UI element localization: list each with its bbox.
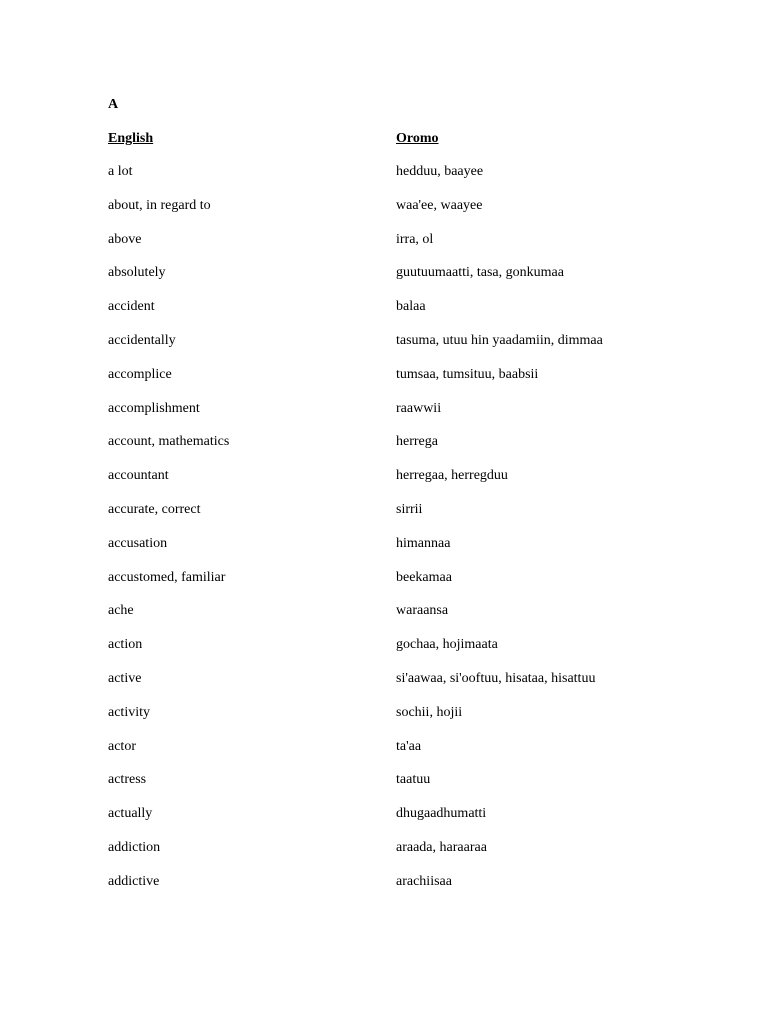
dictionary-entry [108, 704, 708, 738]
oromo-translation: araada, haraaraa [396, 839, 487, 855]
dictionary-entry [108, 636, 708, 670]
column-headers [108, 130, 708, 148]
english-term: ache [108, 603, 134, 619]
dictionary-entry [108, 670, 708, 704]
oromo-translation: waraansa [396, 603, 449, 619]
oromo-translation: si'aawaa, si'ooftuu, hisataa, hisattuu [396, 670, 596, 686]
oromo-translation: beekamaa [396, 569, 452, 585]
dictionary-entry [108, 873, 708, 907]
oromo-translation: sochii, hojii [396, 704, 463, 720]
dictionary-entry [108, 738, 708, 772]
oromo-translation: ta'aa [396, 738, 422, 754]
oromo-translation: gochaa, hojimaata [396, 637, 498, 653]
english-term: accurate, correct [108, 501, 201, 517]
dictionary-entry [108, 805, 708, 839]
english-term: accidentally [108, 332, 176, 348]
english-term: activity [108, 704, 150, 720]
oromo-translation: waa'ee, waayee [396, 197, 483, 213]
dictionary-entry [108, 366, 708, 400]
english-term: accomplishment [108, 400, 200, 416]
english-term: actor [108, 738, 136, 754]
english-term: accountant [108, 468, 169, 484]
dictionary-entry [108, 197, 708, 231]
english-term: actress [108, 772, 147, 788]
dictionary-entry [108, 332, 708, 366]
section-letter: A [108, 97, 119, 112]
english-term: actually [108, 806, 153, 822]
oromo-translation: tumsaa, tumsituu, baabsii [396, 366, 539, 382]
dictionary-entry [108, 839, 708, 873]
english-term: active [108, 670, 142, 686]
dictionary-entry [108, 602, 708, 636]
dictionary-entry [108, 264, 708, 298]
oromo-translation: hedduu, baayee [396, 164, 484, 179]
english-term: about, in regard to [108, 197, 211, 213]
english-term: addiction [108, 839, 161, 855]
oromo-translation: balaa [396, 299, 426, 315]
oromo-translation: sirrii [396, 501, 423, 517]
dictionary-entry [108, 298, 708, 332]
english-term: a lot [108, 164, 133, 179]
dictionary-entry [108, 231, 708, 265]
oromo-translation: taatuu [396, 772, 431, 788]
dictionary-entries [108, 163, 708, 907]
english-term: action [108, 637, 143, 653]
english-column-header: English [108, 131, 154, 146]
dictionary-entry [108, 163, 708, 197]
english-term: account, mathematics [108, 434, 230, 450]
oromo-translation: herregaa, herregduu [396, 468, 508, 484]
english-term: accustomed, familiar [108, 569, 226, 585]
oromo-translation: himannaa [396, 535, 451, 551]
oromo-translation: dhugaadhumatti [396, 806, 487, 822]
dictionary-entry [108, 433, 708, 467]
oromo-translation: arachiisaa [396, 873, 452, 889]
oromo-translation: herrega [396, 434, 438, 450]
dictionary-entry [108, 771, 708, 805]
english-term: accusation [108, 535, 168, 551]
english-term: absolutely [108, 265, 166, 281]
oromo-translation: tasuma, utuu hin yaadamiin, dimmaa [396, 332, 603, 348]
english-term: addictive [108, 873, 160, 889]
dictionary-entry [108, 400, 708, 434]
english-term: accident [108, 299, 155, 315]
dictionary-entry [108, 467, 708, 501]
oromo-translation: irra, ol [396, 231, 434, 247]
english-term: accomplice [108, 366, 172, 382]
oromo-column-header: Oromo [396, 131, 439, 146]
dictionary-entry [108, 535, 708, 569]
dictionary-entry [108, 501, 708, 535]
dictionary-entry [108, 569, 708, 603]
english-term: above [108, 231, 142, 247]
oromo-translation: guutuumaatti, tasa, gonkumaa [396, 265, 564, 281]
oromo-translation: raawwii [396, 400, 442, 416]
